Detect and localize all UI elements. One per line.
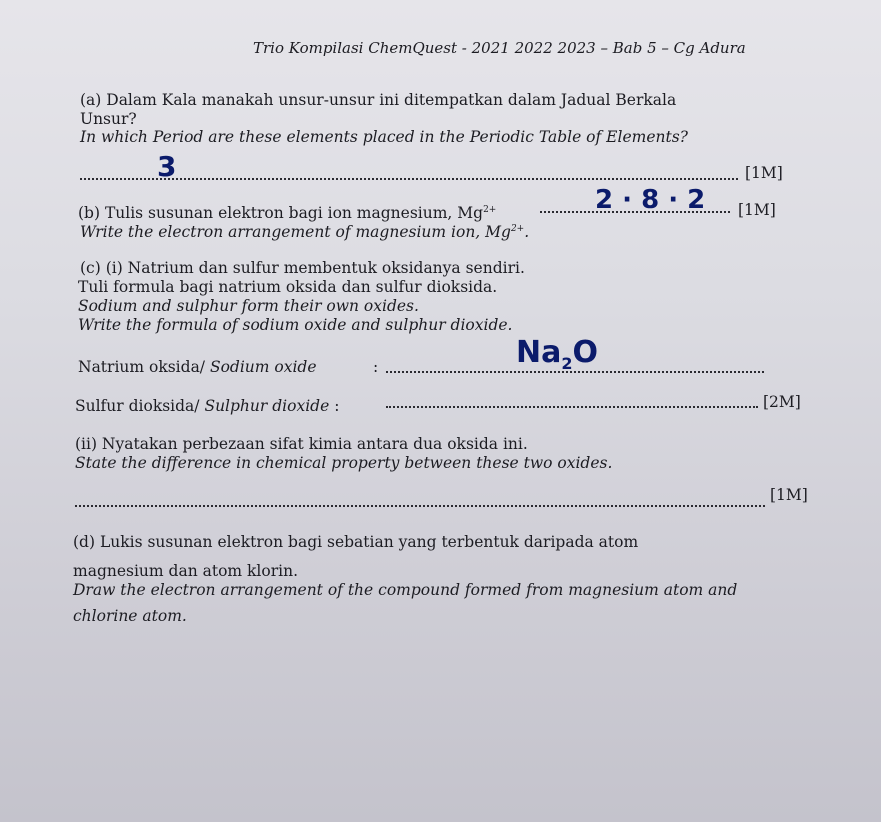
- marks-c-ii: [1M]: [770, 486, 808, 504]
- marks-a: [1M]: [745, 164, 783, 182]
- marks-c-i: [2M]: [763, 393, 801, 411]
- question-a-malay-line2: Unsur?: [80, 110, 137, 128]
- mg-charge-en: 2+: [510, 224, 525, 234]
- question-d-malay-line2: magnesium dan atom klorin.: [73, 562, 298, 580]
- question-b-english: Write the electron arrangement of magnesium ion, $Mg^{2+}$.: [80, 223, 530, 242]
- question-c-english-line1: Sodium and sulphur form their own oxides.: [78, 297, 419, 315]
- question-d-malay-line1: (d) Lukis susunan elektron bagi sebatian yang terbentuk daripada atom: [73, 533, 639, 551]
- question-c-english-line2: Write the formula of sodium oxide and sulphur dioxide.: [78, 316, 513, 334]
- question-a-malay-line1: (a) Dalam Kala manakah unsur-unsur ini ditempatkan dalam Jadual Berkala: [80, 91, 677, 109]
- answer-b-handwritten: 2 · 8 · 2: [595, 185, 706, 215]
- sodium-oxide-label: Natrium oksida/ Sodium oxide: [78, 358, 317, 376]
- question-d-english-line1: Draw the electron arrangement of the compound formed from magnesium atom and: [73, 581, 738, 599]
- question-c-malay-line2: Tuli formula bagi natrium oksida dan sulfur dioksida.: [78, 278, 498, 296]
- question-b-malay: (b) Tulis susunan elektron bagi ion magnesium, $Mg^{2+}$: [78, 204, 497, 223]
- question-c2-malay: (ii) Nyatakan perbezaan sifat kimia antara dua oksida ini.: [75, 435, 528, 453]
- question-c-malay-line1: (c) (i) Natrium dan sulfur membentuk oksidanya sendiri.: [80, 259, 525, 277]
- answer-line-a[interactable]: [80, 178, 738, 180]
- question-d-english-line2: chlorine atom.: [73, 607, 187, 625]
- sodium-oxide-colon: :: [373, 358, 379, 376]
- answer-sodium-oxide-handwritten: $Na_2O$: [516, 335, 599, 373]
- answer-line-c2[interactable]: [75, 505, 765, 507]
- page-title: Trio Kompilasi ChemQuest - 2021 2022 2023 – Bab 5 – Cg Adura: [253, 39, 746, 57]
- answer-a-handwritten: 3: [157, 150, 177, 183]
- question-a-english: In which Period are these elements placed in the Periodic Table of Elements?: [80, 128, 688, 146]
- question-c2-english: State the difference in chemical property between these two oxides.: [75, 454, 613, 472]
- marks-b: [1M]: [738, 201, 776, 219]
- mg-charge: 2+: [483, 205, 497, 215]
- sulphur-dioxide-label: Sulfur dioksida/ Sulphur dioxide :: [75, 397, 340, 415]
- answer-line-sulphur-dioxide[interactable]: [386, 406, 758, 408]
